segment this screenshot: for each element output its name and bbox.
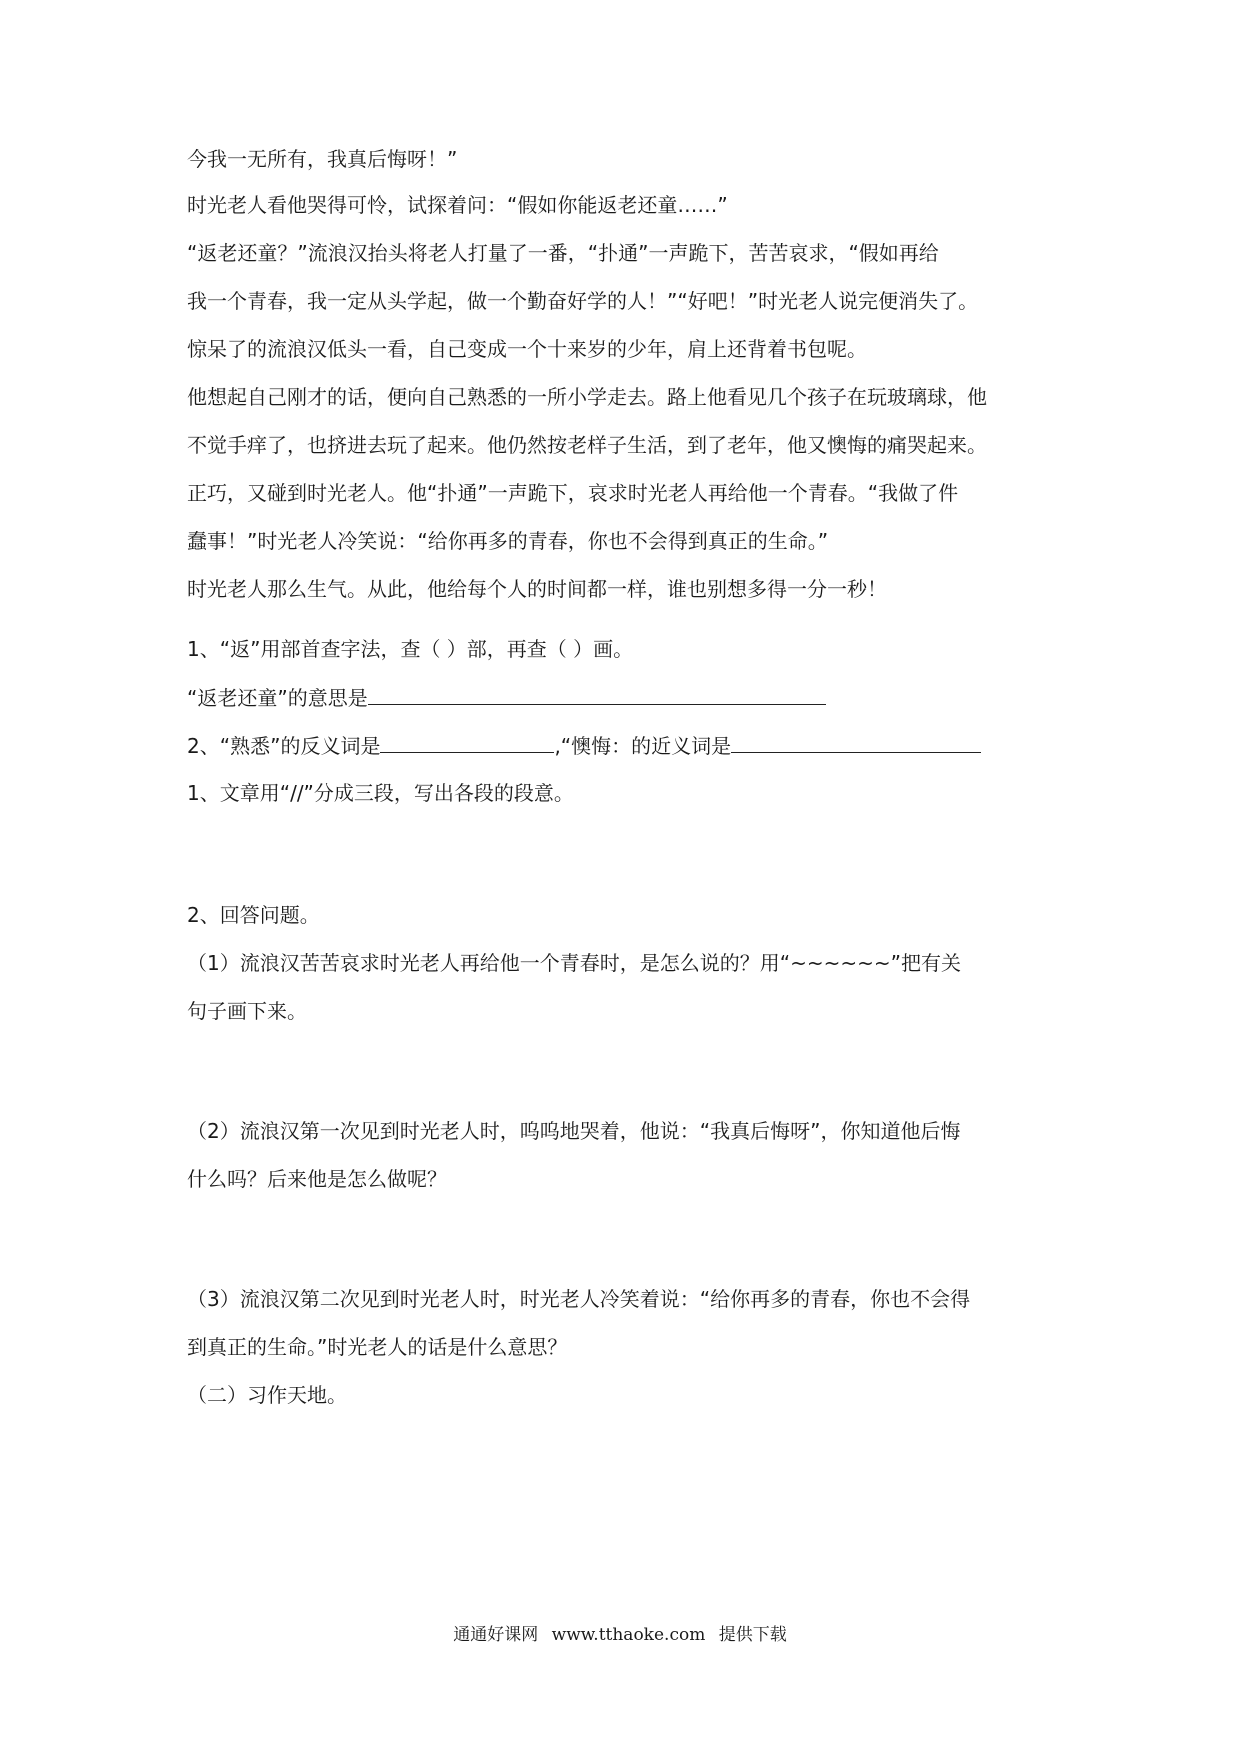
story-line: 时光老人那么生气。从此，他给每个人的时间都一样，谁也别想多得一分一秒！ [187,577,887,601]
footer-note: 提供下载 [718,1625,787,1645]
question-3-line-1: （3）流浪汉第二次见到时光老人时，时光老人冷笑着说：“给你再多的青春，你也不会得 [187,1287,971,1311]
story-line: 惊呆了的流浪汉低头一看，自己变成一个十来岁的少年，肩上还背着书包呢。 [187,337,867,361]
section-heading-writing: （二）习作天地。 [187,1383,347,1407]
answer-blank[interactable] [368,682,826,705]
antonym-blank[interactable] [380,730,554,753]
footer-site-name: 通通好课网 [453,1625,539,1645]
question-paragraph-summary: 1、文章用“//”分成三段，写出各段的段意。 [187,781,574,805]
story-line: 他想起自己刚才的话，便向自己熟悉的一所小学走去。路上他看见几个孩子在玩玻璃球，他 [187,385,987,409]
question-2-line-2: 什么吗？后来他是怎么做呢？ [187,1167,447,1191]
page-footer [0,1622,1240,1648]
story-line: 蠢事！”时光老人冷笑说：“给你再多的青春，你也不会得到真正的生命。” [187,529,829,553]
question-1-line-1: （1）流浪汉苦苦哀求时光老人再给他一个青春时，是怎么说的？用“~~~~~~”把有关 [187,951,961,975]
question-radical-lookup: 1、“返”用部首查字法，查（ ）部，再查（ ）画。 [187,637,634,661]
question-3-line-2: 到真正的生命。”时光老人的话是什么意思？ [187,1335,568,1359]
story-line: 今我一无所有，我真后悔呀！” [187,147,458,171]
question-answer-heading: 2、回答问题。 [187,903,320,927]
story-line: 不觉手痒了，也挤进去玩了起来。他仍然按老样子生活，到了老年，他又懊悔的痛哭起来。 [187,433,987,457]
question-idiom-meaning [187,682,826,713]
antonym-label: 2、“熟悉”的反义词是 [187,734,381,758]
question-1-line-2: 句子画下来。 [187,999,307,1023]
synonym-label: ,“懊悔：的近义词是 [554,734,732,758]
question-idiom-label: “返老还童”的意思是 [187,686,368,710]
story-line: 我一个青春，我一定从头学起，做一个勤奋好学的人！”“好吧！”时光老人说完便消失了。 [187,289,979,313]
synonym-blank[interactable] [731,730,981,753]
footer-url[interactable]: www.tthaoke.com [551,1625,706,1645]
story-line: “返老还童？”流浪汉抬头将老人打量了一番，“扑通”一声跪下，苦苦哀求，“假如再给 [187,241,939,265]
question-antonym-synonym [187,730,981,761]
question-2-line-1: （2）流浪汉第一次见到时光老人时，呜呜地哭着，他说：“我真后悔呀”，你知道他后悔 [187,1119,961,1143]
story-line: 正巧，又碰到时光老人。他“扑通”一声跪下，哀求时光老人再给他一个青春。“我做了件 [187,481,959,505]
story-line: 时光老人看他哭得可怜，试探着问：“假如你能返老还童……” [187,193,728,217]
